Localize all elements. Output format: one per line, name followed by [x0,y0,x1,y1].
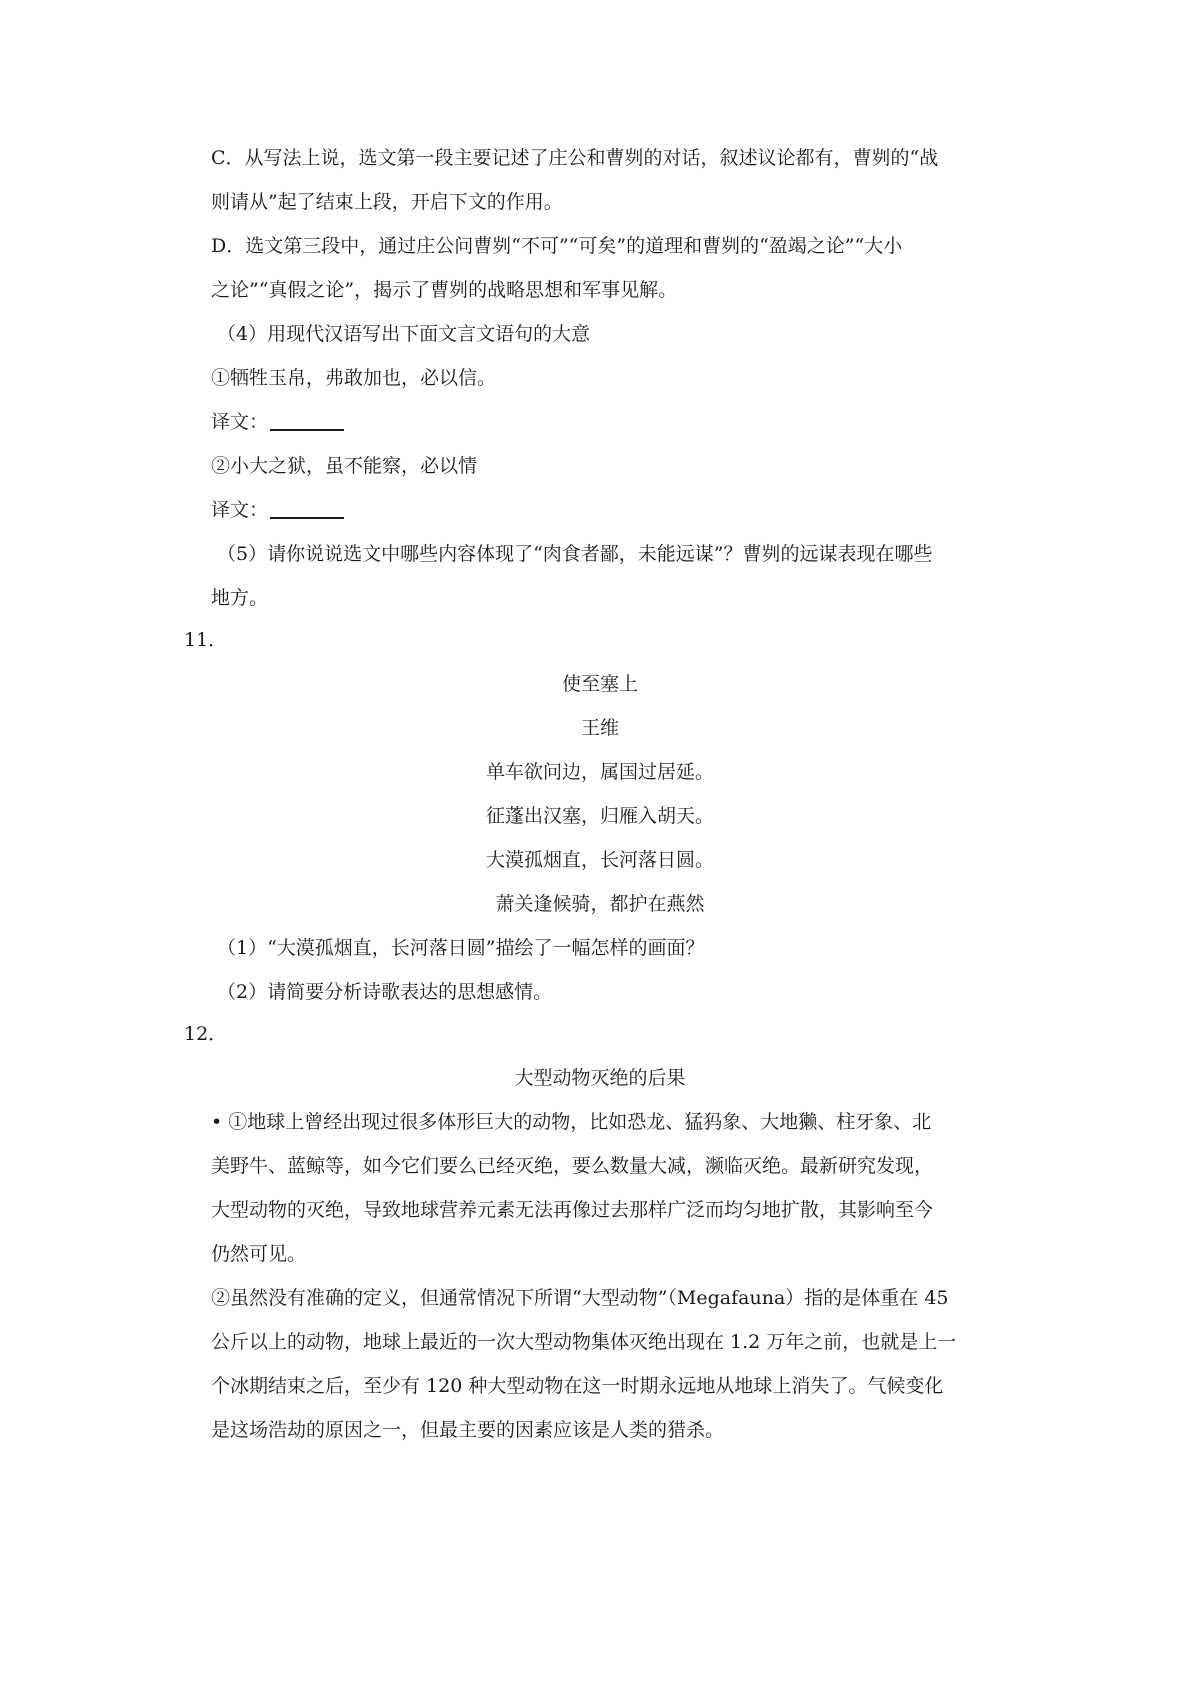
article-paragraph-1-line: 大型动物的灭绝，导致地球营养元素无法再像过去那样广泛而均匀地扩散，其影响至今 [211,1199,934,1221]
q10-sub4-answer2 [211,498,344,522]
poem-title: 使至塞上 [561,673,638,695]
article-paragraph-2-line: 个冰期结束之后，至少有 120 种大型动物在这一时期永远地从地球上消失了。气候变化 [211,1375,944,1397]
article-paragraph-2-line: 是这场浩劫的原因之一，但最主要的因素应该是人类的猎杀。 [211,1419,725,1441]
q10-sub4-item1: ①牺牲玉帛，弗敢加也，必以信。 [211,367,497,389]
option-d-line-2: 之论”“真假之论”，揭示了曹刿的战略思想和军事见解。 [211,279,678,301]
poem-line: 征蓬出汉塞，归雁入胡天。 [485,805,714,827]
poem-line: 单车欲问边，属国过居延。 [485,761,714,783]
question-number-11: 11． [184,629,228,651]
option-d-line-1: D．选文第三段中，通过庄公问曹刿“不可”“可矣”的道理和曹刿的“盈竭之论”“大小 [211,235,903,257]
poem-line: 大漠孤烟直，长河落日圆。 [485,849,714,871]
translation-label: 译文： [211,499,269,521]
article-paragraph-1-line: • ①地球上曾经出现过很多体形巨大的动物，比如恐龙、猛犸象、大地獭、柱牙象、北 [211,1111,932,1133]
poem-line: 萧关逢候骑，都护在燕然 [495,893,705,915]
answer-blank [270,517,344,519]
poem-author: 王维 [580,717,619,739]
article-paragraph-2-line: ②虽然没有准确的定义，但通常情况下所谓“大型动物”（Megafauna）指的是体重在 45 [211,1287,949,1309]
question-number-12: 12． [184,1023,228,1045]
q11-sub1: （1）“大漠孤烟直，长河落日圆”描绘了一幅怎样的画面？ [217,937,705,959]
article-paragraph-2-line: 公斤以上的动物，地球上最近的一次大型动物集体灭绝出现在 1.2 万年之前，也就是上一 [211,1331,957,1353]
option-c-line-1: C．从写法上说，选文第一段主要记述了庄公和曹刿的对话，叙述议论都有，曹刿的“战 [211,147,939,169]
q10-sub4-prompt: （4）用现代汉语写出下面文言文语句的大意 [217,323,591,345]
article-paragraph-1-line: 美野牛、蓝鲸等，如今它们要么已经灭绝，要么数量大减，濒临灭绝。最新研究发现， [211,1155,934,1177]
option-c-line-2: 则请从”起了结束上段，开启下文的作用。 [211,191,563,213]
q10-sub5-line-1: （5）请你说说选文中哪些内容体现了“肉食者鄙，未能远谋”？曹刿的远谋表现在哪些 [217,543,933,565]
q10-sub4-item2: ②小大之狱，虽不能察，必以情 [211,455,478,477]
answer-blank [270,429,344,431]
q10-sub4-answer1 [211,410,344,434]
q10-sub5-line-2: 地方。 [211,587,269,609]
article-title: 大型动物灭绝的后果 [514,1067,686,1089]
translation-label: 译文： [211,411,269,433]
q11-sub2: （2）请简要分析诗歌表达的思想感情。 [217,981,553,1003]
article-paragraph-1-line: 仍然可见。 [211,1243,307,1265]
